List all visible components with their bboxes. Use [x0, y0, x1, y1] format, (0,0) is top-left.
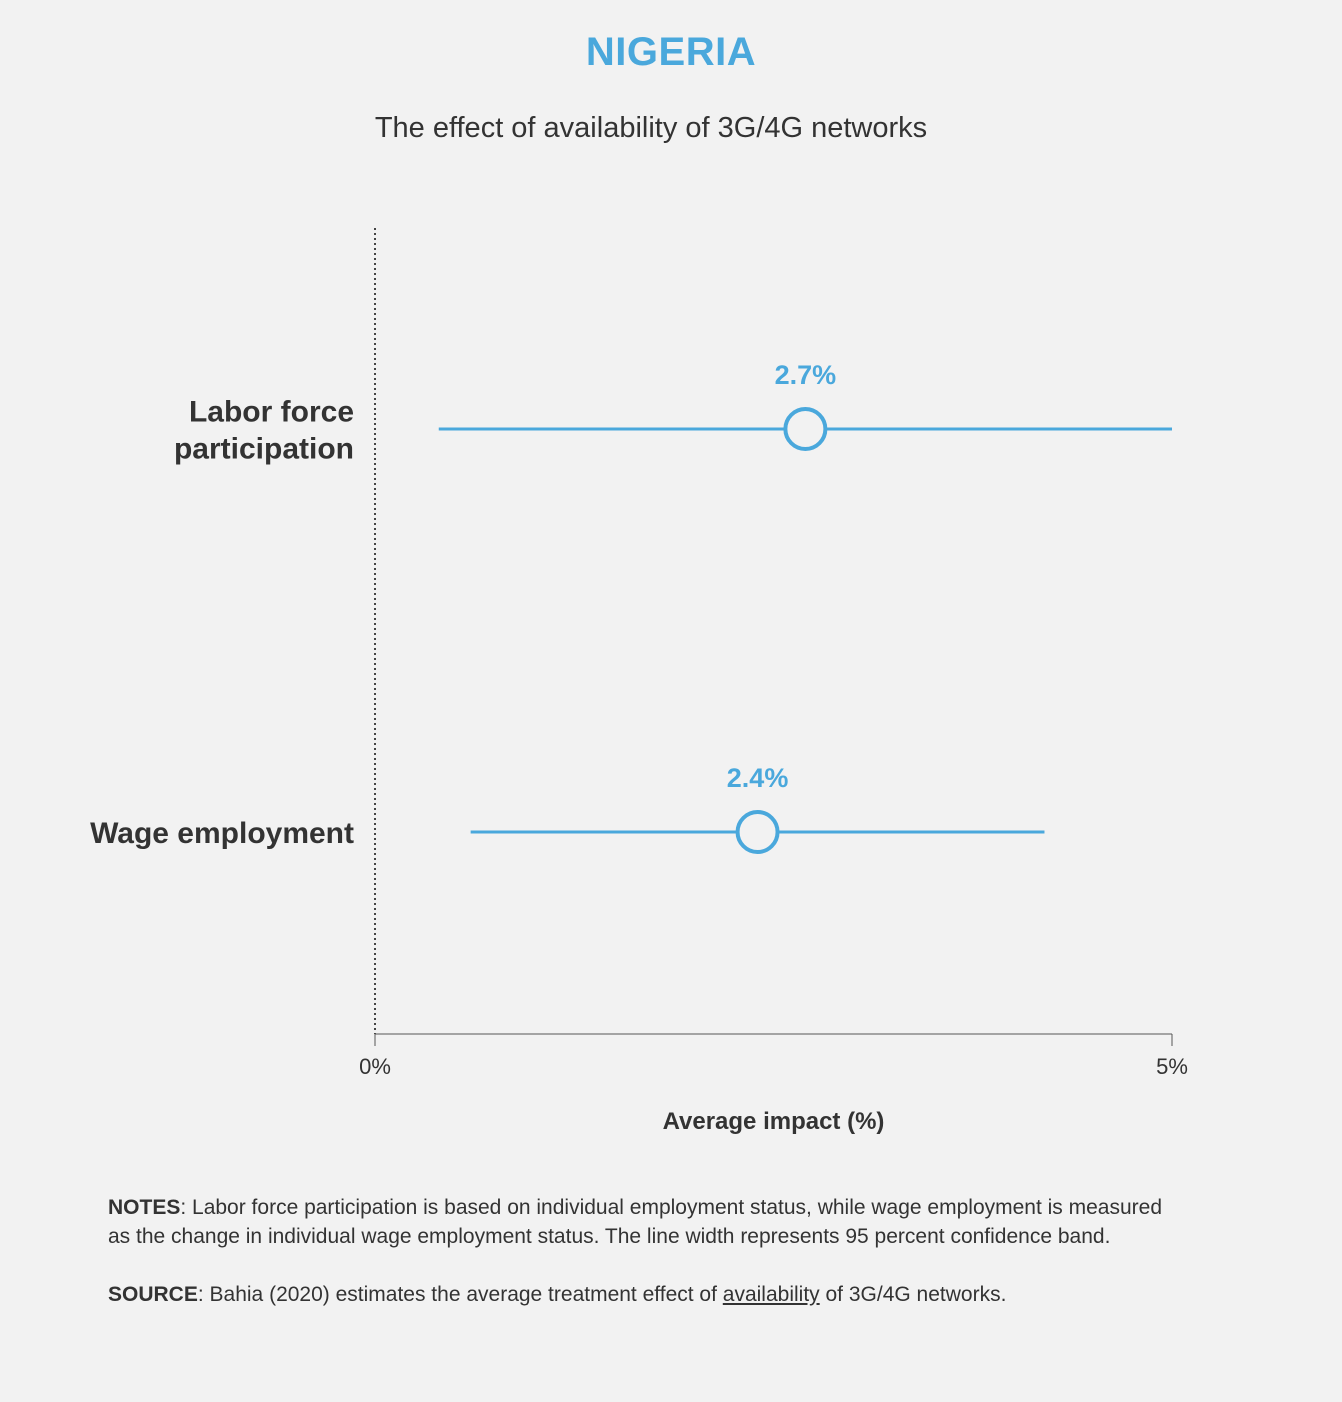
x-axis-tick-label: 0%	[359, 1054, 391, 1079]
chart-subtitle: The effect of availability of 3G/4G networks	[374, 112, 928, 144]
point-estimate-marker	[738, 812, 778, 852]
footnotes	[108, 1193, 1188, 1309]
source-paragraph	[108, 1280, 1188, 1309]
notes-paragraph	[108, 1193, 1188, 1251]
notes-label: NOTES	[108, 1196, 181, 1219]
source-text-before: : Bahia (2020) estimates the average treatment effect of	[197, 1283, 723, 1306]
source-label: SOURCE	[108, 1283, 198, 1306]
value-label: 2.4%	[726, 763, 789, 793]
source-text-after: of 3G/4G networks.	[819, 1283, 1007, 1306]
x-axis-label: Average impact (%)	[662, 1108, 885, 1135]
value-label: 2.7%	[774, 360, 837, 390]
category-label: Wage employment	[90, 817, 354, 850]
x-axis-tick-label: 5%	[1156, 1054, 1188, 1079]
chart-title: NIGERIA	[585, 30, 757, 74]
notes-text: : Labor force participation is based on individual employment status, while wage employment is measured as the change in individual wage employment status. The line width represents 95 percent confidence band.	[108, 1196, 1163, 1248]
category-label: Labor force	[188, 395, 354, 429]
category-label: participation	[173, 432, 354, 466]
point-estimate-marker	[785, 409, 825, 449]
source-link[interactable]: availability	[722, 1283, 820, 1306]
